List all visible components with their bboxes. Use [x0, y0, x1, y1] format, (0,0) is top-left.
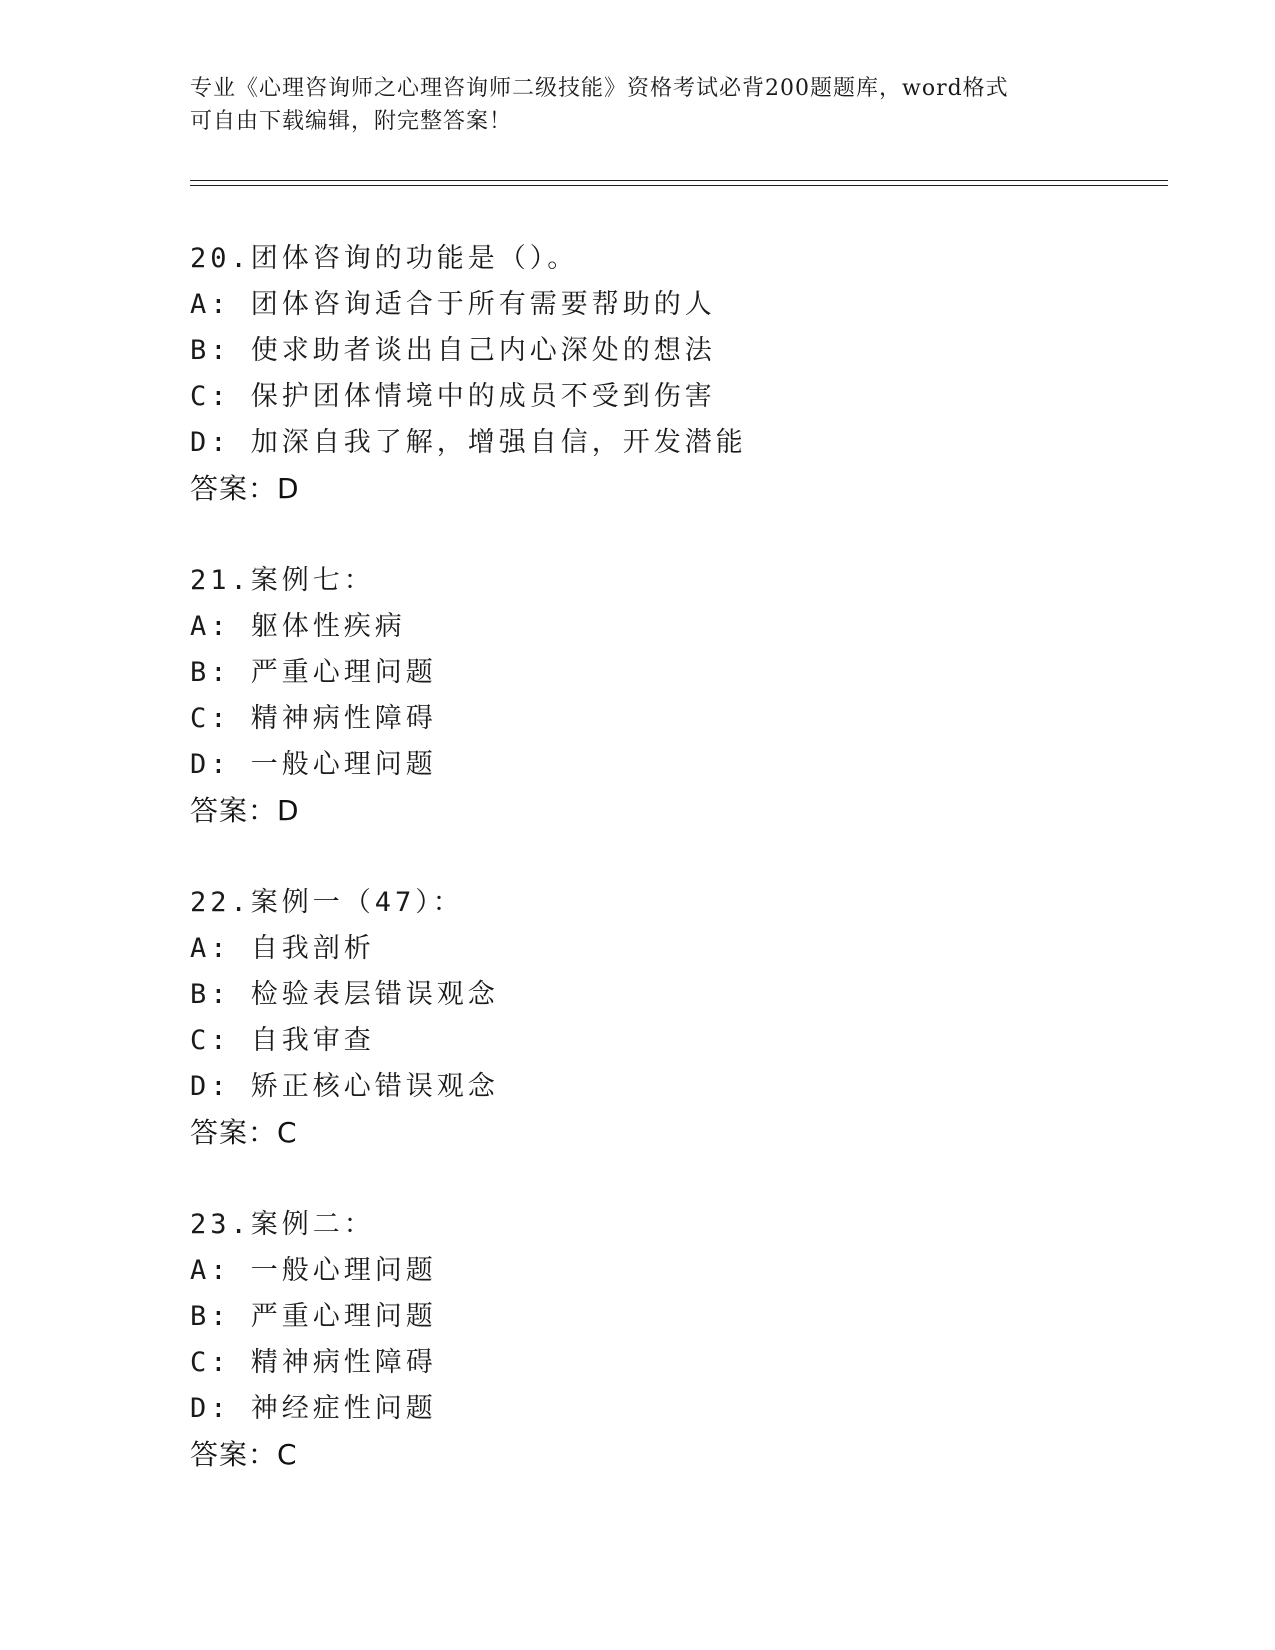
option-b: B: 检验表层错误观念 — [190, 979, 499, 1010]
header-divider-bottom — [190, 185, 1168, 186]
option-a: A: 自我剖析 — [190, 933, 375, 964]
option-c: C: 精神病性障碍 — [190, 1347, 437, 1378]
header-line-1: 专业《心理咨询师之心理咨询师二级技能》资格考试必背200题题库，word格式 — [190, 76, 1009, 101]
answer-label: 答案：D — [190, 794, 300, 827]
question-stem: 21.案例七： — [190, 565, 375, 596]
question-stem: 20.团体咨询的功能是（）。 — [190, 243, 579, 274]
answer-label: 答案：D — [190, 472, 300, 505]
option-b: B: 严重心理问题 — [190, 657, 437, 688]
option-c: C: 精神病性障碍 — [190, 703, 437, 734]
document-header — [190, 72, 1090, 138]
answer-label: 答案：C — [190, 1438, 298, 1471]
question-21 — [190, 558, 1090, 834]
question-23 — [190, 1202, 1090, 1478]
answer-label: 答案：C — [190, 1116, 298, 1149]
option-a: A: 一般心理问题 — [190, 1255, 437, 1286]
option-b: B: 严重心理问题 — [190, 1301, 437, 1332]
option-b: B: 使求助者谈出自己内心深处的想法 — [190, 335, 716, 366]
option-a: A: 躯体性疾病 — [190, 611, 406, 642]
option-d: D: 一般心理问题 — [190, 749, 437, 780]
option-d: D: 矫正核心错误观念 — [190, 1071, 499, 1102]
question-20 — [190, 236, 1090, 512]
option-a: A: 团体咨询适合于所有需要帮助的人 — [190, 289, 716, 320]
question-stem: 22.案例一（47）： — [190, 887, 464, 918]
header-line-2: 可自由下载编辑，附完整答案！ — [190, 109, 513, 134]
header-divider-top — [190, 180, 1168, 181]
question-22 — [190, 880, 1090, 1156]
option-d: D: 神经症性问题 — [190, 1393, 437, 1424]
question-stem: 23.案例二： — [190, 1209, 375, 1240]
option-d: D: 加深自我了解，增强自信，开发潜能 — [190, 427, 747, 458]
option-c: C: 保护团体情境中的成员不受到伤害 — [190, 381, 716, 412]
option-c: C: 自我审查 — [190, 1025, 375, 1056]
